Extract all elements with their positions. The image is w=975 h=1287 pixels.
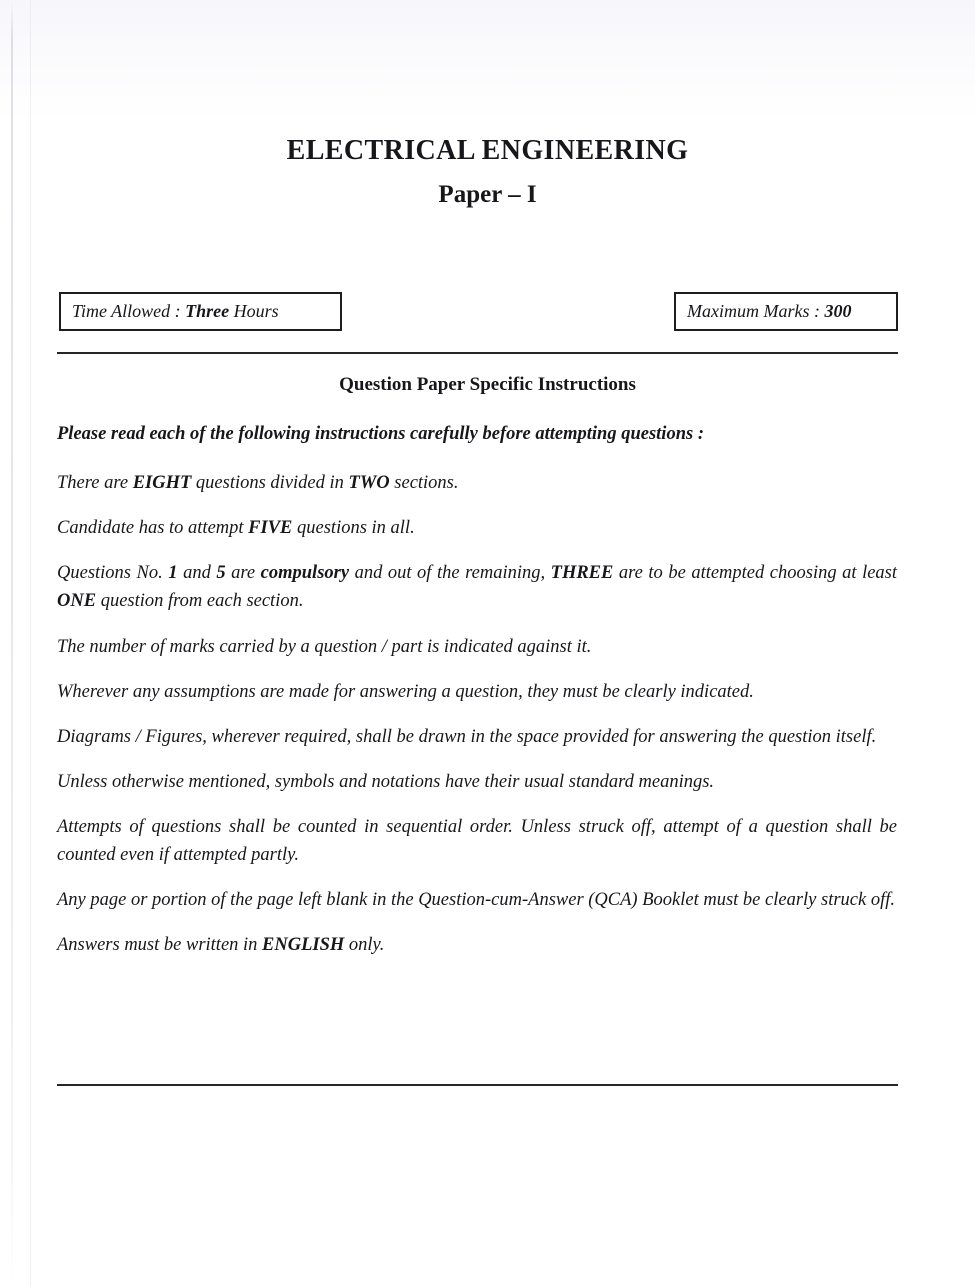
instructions-heading: Question Paper Specific Instructions [339,374,636,395]
instruction-text: Questions No. [57,563,169,584]
instruction-emphasis: FIVE [248,518,293,539]
instruction-item [57,931,897,959]
maximum-marks-value: 300 [824,301,852,321]
time-allowed-label: Time Allowed : [72,301,186,321]
instruction-text: are to be attempted choosing at least [613,563,898,584]
paper-subtitle: Paper – I [438,181,537,208]
instruction-text: There are [57,473,133,494]
instruction-item [57,559,897,615]
instruction-item [57,633,897,661]
page-title: ELECTRICAL ENGINEERING [286,135,689,166]
instruction-items-container [57,469,897,959]
divider-bottom [57,1084,898,1086]
instructions-lead-paragraph: Please read each of the following instructions carefully before attempting questions : [57,424,704,444]
instruction-text: Answers must be written in [57,935,263,956]
maximum-marks-label: Maximum Marks : [687,301,825,321]
instruction-item [57,469,897,497]
instruction-text: and out of the remaining, [349,563,551,584]
instruction-text: questions in all. [292,518,415,539]
instruction-text: only. [344,935,385,956]
divider-top [57,352,898,354]
instruction-text: and [177,563,217,584]
time-allowed-box [59,292,342,331]
instruction-emphasis: THREE [550,563,614,584]
instruction-text: Wherever any assumptions are made for answering a question, they must be clearly indicated. [57,681,754,702]
instruction-emphasis: 1 [168,563,178,584]
instruction-item [57,678,897,706]
instruction-text: Attempts of questions shall be counted in sequential order. Unless struck off, attempt of a question shall be counted even if attempted partly. [57,816,897,866]
instruction-item [57,813,897,869]
instruction-item [57,723,897,751]
time-allowed-suffix: Hours [229,301,279,321]
maximum-marks-box [674,292,898,331]
time-allowed-value: Three [185,301,230,321]
instruction-item [57,768,897,796]
instruction-item [57,514,897,542]
instruction-emphasis: compulsory [260,563,350,584]
instruction-text: questions divided in [191,473,349,494]
instruction-text: question from each section. [96,591,304,612]
instruction-emphasis: ENGLISH [262,935,345,956]
instruction-text: Unless otherwise mentioned, symbols and notations have their usual standard meanings. [57,771,715,792]
instruction-emphasis: 5 [216,563,226,584]
instruction-text: are [225,563,261,584]
instruction-item [57,886,897,914]
instruction-text: Diagrams / Figures, wherever required, shall be drawn in the space provided for answering the question itself. [57,726,877,747]
instruction-text: sections. [389,473,459,494]
instruction-emphasis: TWO [348,473,390,494]
instruction-text: Any page or portion of the page left blank in the Question-cum-Answer (QCA) Booklet must be clearly struck off. [57,890,895,911]
instructions-list [57,420,897,959]
instruction-emphasis: ONE [57,591,97,612]
instruction-emphasis: EIGHT [132,473,192,494]
instruction-text: Candidate has to attempt [57,518,249,539]
scan-artifact-top [0,0,975,120]
instruction-text: The number of marks carried by a question / part is indicated against it. [57,636,592,657]
